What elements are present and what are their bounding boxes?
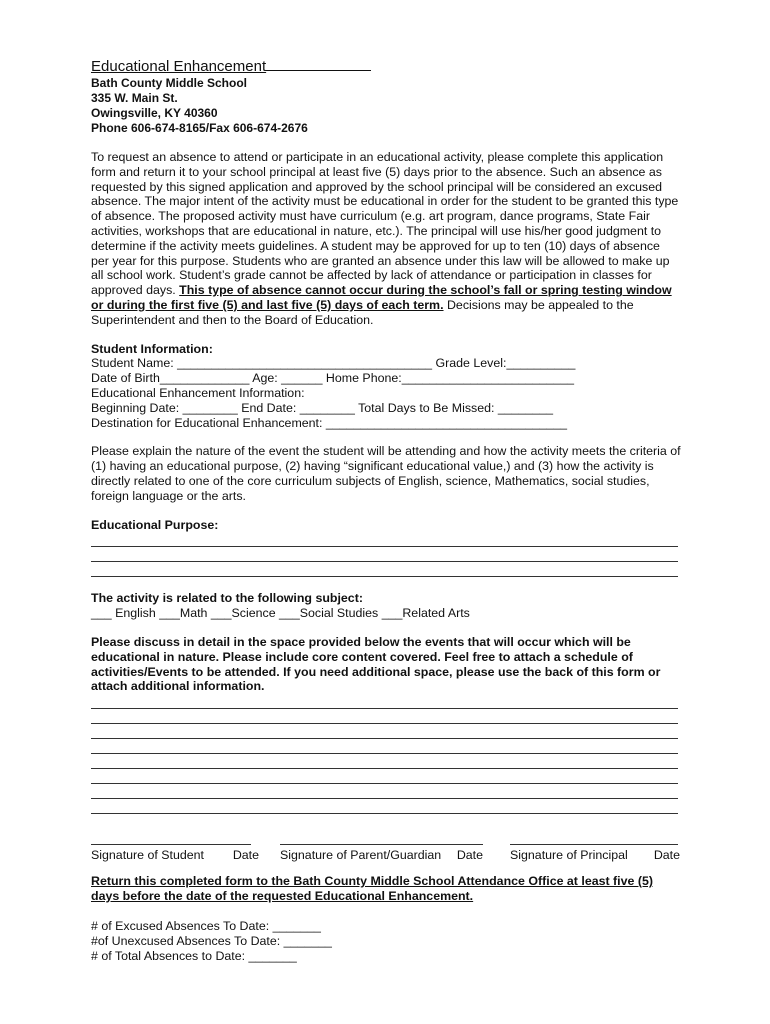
student-name-line[interactable]: Student Name: _____________________________________ Grade Level:__________ — [91, 356, 576, 371]
unexcused-absences-line[interactable]: #of Unexcused Absences To Date: _______ — [91, 933, 332, 948]
date-label: Date — [232, 848, 259, 863]
explain-paragraph: Please explain the nature of the event the student will be attending and how the activity meets the criteria of (1) having an educational purpose, (2) having “significant educational value,) and (3) how the activity is directly related to one of the core curriculum subjects of English, science, Mathematics, social studies, foreign language or the arts. — [91, 444, 681, 503]
intro-emphasis: This type of absence cannot occur during the school’s fall or spring testing window or during the first five (5) and last five (5) days of each term. — [91, 283, 672, 312]
details-answer-line[interactable] — [91, 769, 678, 784]
educational-purpose-heading: Educational Purpose: — [91, 517, 219, 532]
dates-line[interactable]: Beginning Date: ________ End Date: ________ Total Days to Be Missed: ________ — [91, 400, 554, 415]
total-absences-line[interactable]: # of Total Absences to Date: _______ — [91, 948, 297, 963]
discuss-paragraph: Please discuss in detail in the space provided below the events that will occur which will be educational in nature. Please include core content covered. Feel free to attach a schedule of activities/Events to be attended. If you need additional space, please use the back of this form or attach additional information. — [91, 634, 661, 694]
form-page — [91, 58, 681, 964]
street-address: 335 W. Main St. — [91, 91, 178, 105]
form-title — [91, 58, 681, 76]
details-answer-line[interactable] — [91, 709, 678, 724]
parent-signature-label: Signature of Parent/Guardian — [280, 848, 442, 863]
return-instructions: Return this completed form to the Bath County Middle School Attendance Office at least five (5) days before the date of the requested Educational Enhancement. — [91, 874, 653, 903]
subject-options[interactable]: ___ English ___Math ___Science ___Social Studies ___Related Arts — [91, 606, 470, 621]
student-signature-block[interactable] — [91, 834, 259, 863]
details-answer-line[interactable] — [91, 754, 678, 769]
form-title-text: Educational Enhancement — [91, 58, 267, 75]
principal-signature-block[interactable] — [510, 834, 680, 863]
details-answer-line[interactable] — [91, 739, 678, 754]
purpose-answer-line[interactable] — [91, 562, 678, 577]
details-answer-line[interactable] — [91, 799, 678, 814]
birth-age-phone-line[interactable]: Date of Birth_____________ Age: ______ Home Phone:_________________________ — [91, 371, 574, 386]
signature-row — [91, 834, 681, 864]
enhancement-info-label: Educational Enhancement Information: — [91, 385, 305, 400]
principal-signature-label: Signature of Principal — [510, 848, 628, 863]
city-state-zip: Owingsville, KY 40360 — [91, 106, 218, 120]
parent-signature-block[interactable] — [280, 834, 483, 863]
student-signature-label: Signature of Student — [91, 848, 204, 863]
title-underline — [266, 58, 371, 71]
intro-text: To request an absence to attend or participate in an educational activity, please complete this application form and return it to your school principal at least five (5) days prior to the absence. Such an absence as requested by this signed application and approved by the school principal will be considered an excused absence. The major intent of the activity must be educational in order for the student to be granted this type of absence. The proposed activity must have curriculum (e.g. art program, dance programs, State Fair activities, workshops that are educational in nature, etc.). The principal will use his/her good judgment to determine if the activity meets guidelines. A student may be approved for up to ten (10) days of absence per year for this purpose. Students who are granted an absence under this law will be allowed to make up all school work. Student’s grade cannot be affected by lack of attendance or participation in classes for approved days. — [91, 150, 679, 298]
subject-heading: The activity is related to the following subject: — [91, 591, 363, 606]
intro-paragraph — [91, 150, 681, 328]
details-answer-line[interactable] — [91, 784, 678, 799]
phone-fax: Phone 606-674-8165/Fax 606-674-2676 — [91, 121, 308, 135]
date-label: Date — [653, 848, 680, 863]
intro-tail: Decisions may be appealed to the Superintendent and then to the Board of Education. — [91, 297, 634, 327]
student-info-heading: Student Information: — [91, 341, 213, 356]
school-address — [91, 76, 681, 136]
absence-counts — [91, 919, 681, 964]
excused-absences-line[interactable]: # of Excused Absences To Date: _______ — [91, 918, 321, 933]
school-name: Bath County Middle School — [91, 76, 247, 90]
purpose-answer-line[interactable] — [91, 547, 678, 562]
details-answer-line[interactable] — [91, 724, 678, 739]
purpose-answer-line[interactable] — [91, 532, 678, 547]
destination-line[interactable]: Destination for Educational Enhancement: ___________________________________ — [91, 415, 568, 430]
date-label: Date — [456, 848, 483, 863]
details-answer-line[interactable] — [91, 694, 678, 709]
